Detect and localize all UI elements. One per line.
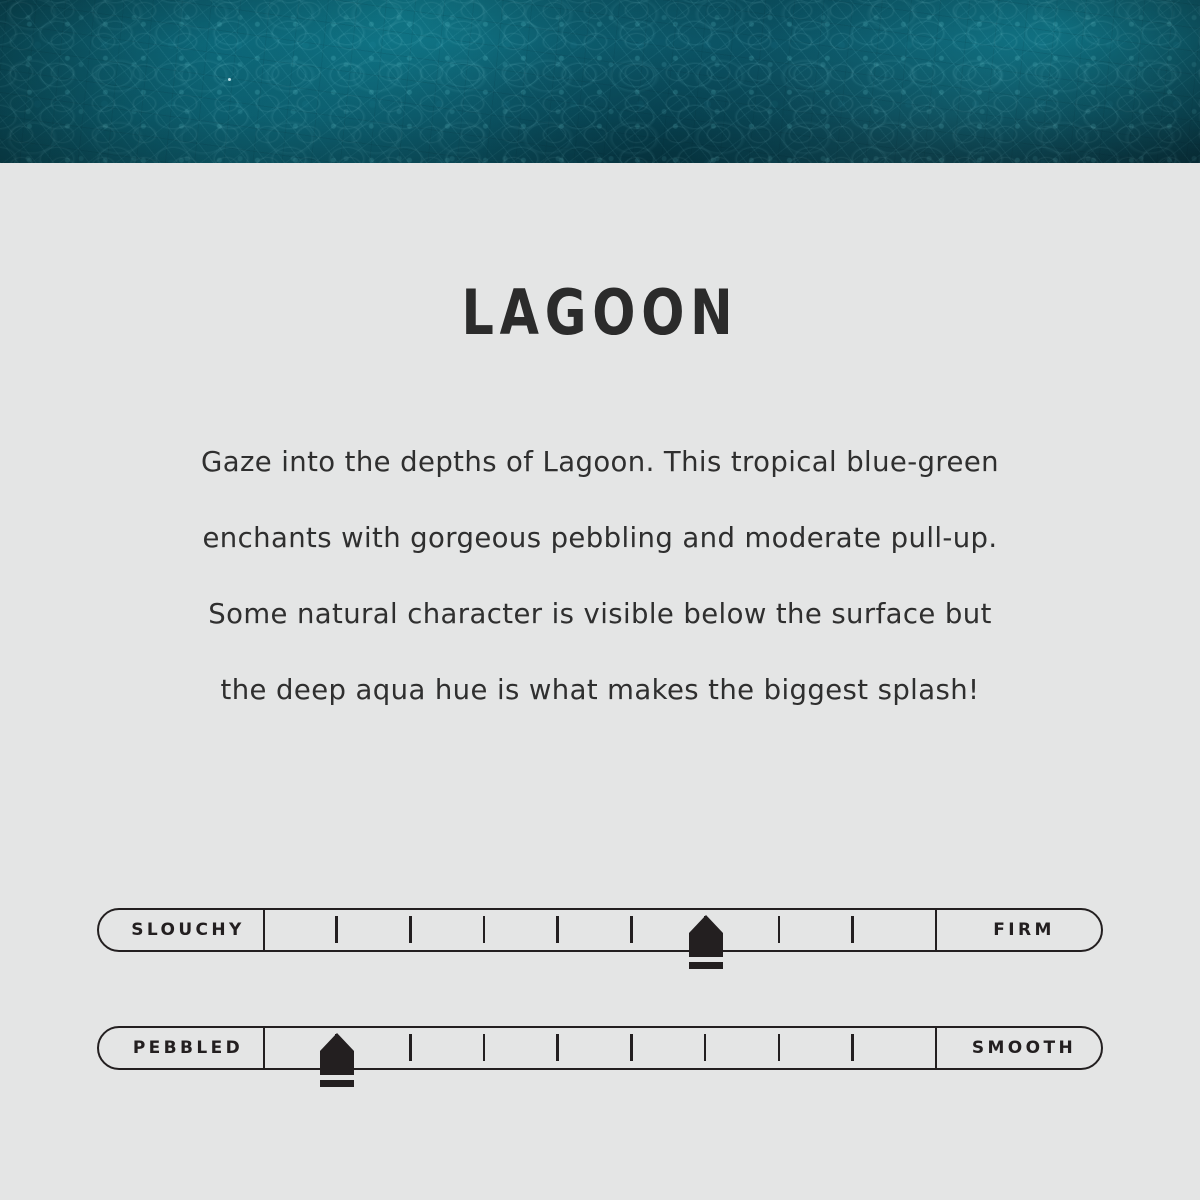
leather-shading-overlay	[0, 0, 1200, 163]
temper-scale-slider[interactable]	[97, 908, 1103, 952]
scale-tick	[851, 916, 854, 943]
temper-scale-left-label: SLOUCHY	[99, 910, 265, 950]
bottom-spacer	[0, 1178, 1200, 1200]
scale-tick	[335, 916, 338, 943]
description-text	[150, 424, 1050, 728]
temper-scale-right-label: FIRM	[935, 910, 1101, 950]
scale-tick	[704, 916, 707, 943]
description-line: enchants with gorgeous pebbling and moderate pull-up.	[202, 522, 998, 554]
leather-swatch-photo	[0, 0, 1200, 163]
page-title: LAGOON	[461, 276, 739, 349]
leather-highlight-speck	[228, 78, 231, 81]
scale-tick	[778, 916, 781, 943]
description-line: the deep aqua hue is what makes the biggest splash!	[220, 674, 980, 706]
texture-scale-slider[interactable]	[97, 1026, 1103, 1070]
description-line: Gaze into the depths of Lagoon. This tropical blue-green	[201, 446, 999, 478]
scale-tick	[556, 1034, 559, 1061]
scale-tick	[409, 1034, 412, 1061]
scale-tick	[483, 916, 486, 943]
scale-tick	[556, 916, 559, 943]
scale-tick	[630, 1034, 633, 1061]
description-line: Some natural character is visible below the surface but	[208, 598, 992, 630]
scale-tick	[409, 916, 412, 943]
scale-tick	[483, 1034, 486, 1061]
temper-scale-track[interactable]	[265, 910, 935, 950]
texture-scale-right-label: SMOOTH	[935, 1028, 1101, 1068]
scale-tick	[335, 1034, 338, 1061]
texture-scale-left-label: PEBBLED	[99, 1028, 265, 1068]
texture-scale-track[interactable]	[265, 1028, 935, 1068]
scale-tick	[630, 916, 633, 943]
scale-tick	[778, 1034, 781, 1061]
scale-tick	[704, 1034, 707, 1061]
scale-tick	[851, 1034, 854, 1061]
